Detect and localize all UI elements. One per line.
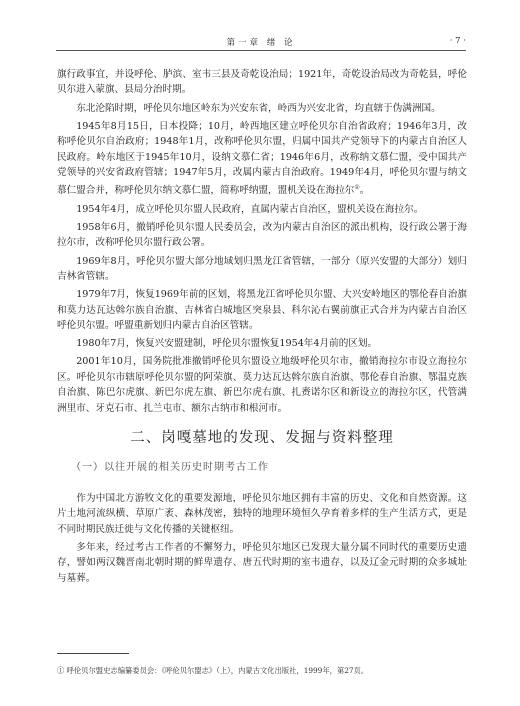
paragraph: 旗行政事宜，并设呼伦、胪滨、室韦三县及奇乾设治局；1921年，奇乾设治局改为奇乾县，呼伦贝尔进入蒙旗、县局分治时期。 — [57, 69, 467, 96]
paragraph: 1945年8月15日，日本投降；10月，岭西地区建立呼伦贝尔自治省政府；1946年3月，改称呼伦贝尔自治政府；1948年1月，改称呼伦贝尔盟，归属中国共产党领导下的内蒙古自治区人民政府。岭东地区于1945年10月，设纳文慕仁省；1946年6月，改称纳文慕仁盟，受中国共产党领导的兴安省政府管辖；1947年5月，改属内蒙古自治政府。1949年4月，呼伦贝尔盟与纳文慕仁盟合并，称呼伦贝尔纳文慕仁盟，简称呼纳盟，盟机关设在海拉尔①。 — [57, 120, 467, 197]
paragraph: 2001年10月，国务院批准撤销呼伦贝尔盟设立地级呼伦贝尔市，撤销海拉尔市设立海拉尔区。呼伦贝尔市辖原呼伦贝尔盟的阿荣旗、莫力达瓦达斡尔族自治旗、鄂伦春自治旗、鄂温克族自治旗、陈巴尔虎旗、新巴尔虎左旗、新巴尔虎右旗、扎赉诺尔区和新设立的海拉尔区，代管满洲里市、牙克石市、扎兰屯市、额尔古纳市和根河市。 — [57, 356, 467, 414]
footnote-marker: ① — [354, 184, 360, 192]
paragraph: 多年来，经过考古工作者的不懈努力，呼伦贝尔地区已发现大量分属不同时代的重要历史遗存，譬如两汉魏晋南北朝时期的鲜卑遗存、唐五代时期的室韦遗存，以及辽金元时期的众多城址与墓葬。 — [57, 541, 467, 584]
section-heading: 二、岗嘎墓地的发现、发掘与资料整理 — [130, 430, 394, 447]
chapter-title: 第一章 绪 论 — [226, 38, 296, 48]
footnote: ① 呼伦贝尔盟史志编纂委员会：《呼伦贝尔盟志》（上），内蒙古文化出版社，1999年，第27页。 — [57, 666, 369, 675]
paragraph: 作为中国北方游牧文化的重要发源地，呼伦贝尔地区拥有丰富的历史、文化和自然资源。这片土地河流纵横、草原广袤、森林茂密，独特的地理环境恒久孕育着多样的生产生活方式，更是不同时期民族迁徙与文化传播的关键枢纽。 — [57, 492, 467, 535]
paragraph-text: 1945年8月15日，日本投降；10月，岭西地区建立呼伦贝尔自治省政府；1946年3月，改称呼伦贝尔自治政府；1948年1月，改称呼伦贝尔盟，归属中国共产党领导下的内蒙古自治区人民政府。岭东地区于1945年10月，设纳文慕仁省；1946年6月，改称纳文慕仁盟，受中国共产党领导的兴安省政府管辖；1947年5月，改属内蒙古自治政府。1949年4月，呼伦贝尔盟与纳文慕仁盟合并，称呼伦贝尔纳文慕仁盟，简称呼纳盟，盟机关设在海拉尔 — [57, 120, 467, 197]
paragraph: 1969年8月，呼伦贝尔盟大部分地域划归黑龙江省管辖，一部分（原兴安盟的大部分）划归吉林省管辖。 — [57, 255, 467, 283]
body-text — [57, 67, 467, 589]
paragraph: 1980年7月，恢复兴安盟建制，呼伦贝尔盟恢复1954年4月前的区划。 — [76, 338, 378, 350]
subsection-heading: （一）以往开展的相关历史时期考古工作 — [71, 461, 269, 473]
paragraph: 1958年6月，撤销呼伦贝尔盟人民委员会，改为内蒙古自治区的派出机构，设行政公署于海拉尔市，改称呼伦贝尔盟行政公署。 — [57, 222, 467, 249]
running-header — [56, 36, 466, 51]
footnote-divider — [57, 653, 129, 654]
paragraph: 1979年7月，恢复1969年前的区划，将黑龙江省呼伦贝尔盟、大兴安岭地区的鄂伦春自治旗和莫力达瓦达斡尔族自治旗、吉林省白城地区突泉县、科尔沁右翼前旗正式合并为内蒙古自治区呼伦贝尔盟。呼盟重新划归内蒙古自治区管辖。 — [57, 289, 467, 332]
paragraph: 东北沦陷时期，呼伦贝尔地区岭东为兴安东省，岭西为兴安北省，均直辖于伪满洲国。 — [76, 102, 441, 114]
page-number: · 7 · — [449, 36, 466, 46]
paragraph: 1954年4月，成立呼伦贝尔盟人民政府，直属内蒙古自治区，盟机关设在海拉尔。 — [76, 203, 424, 215]
